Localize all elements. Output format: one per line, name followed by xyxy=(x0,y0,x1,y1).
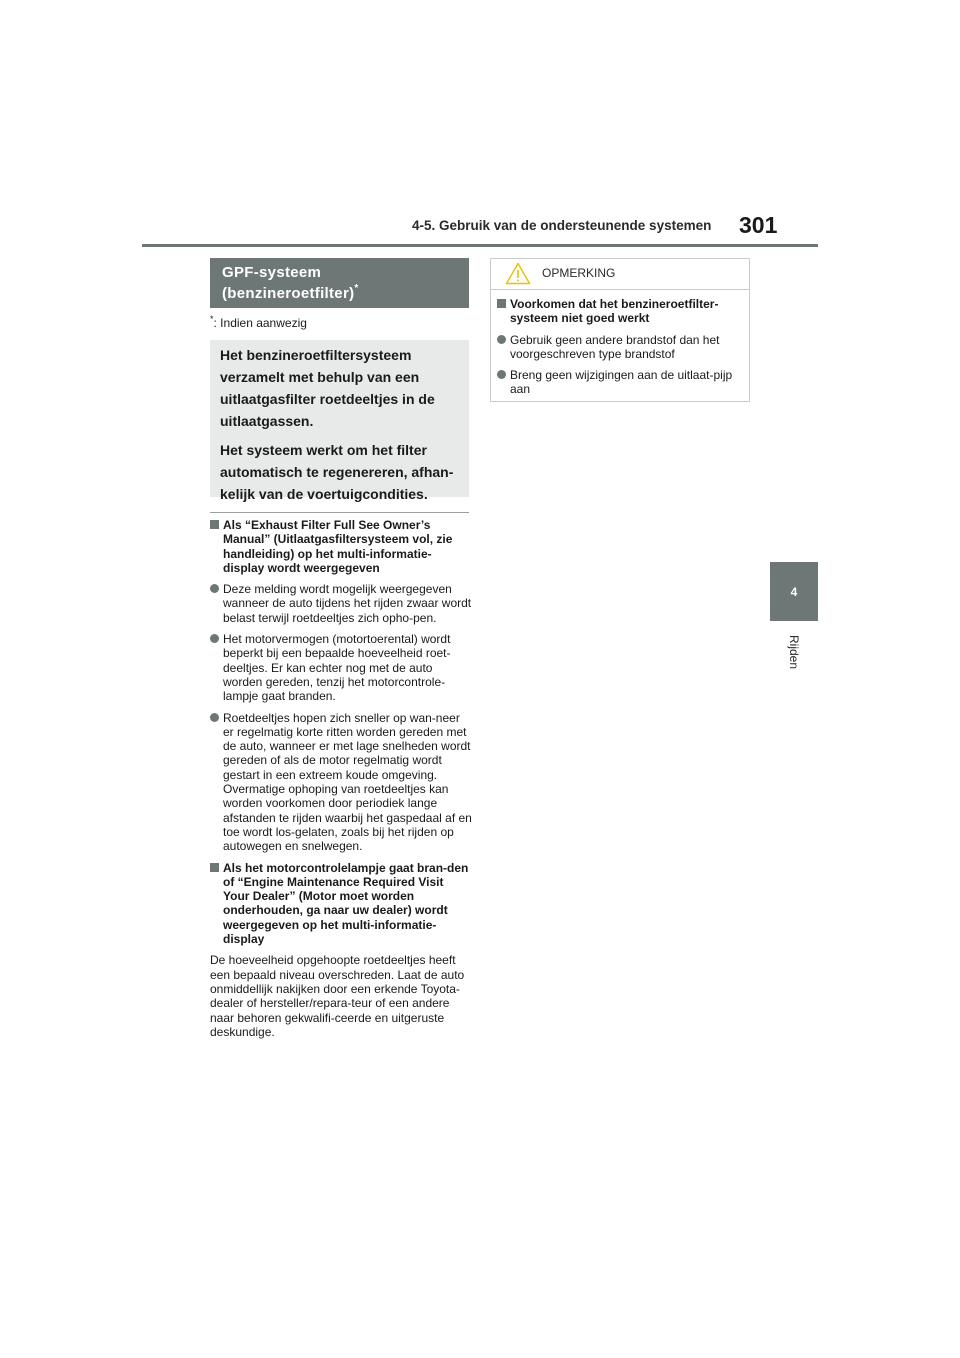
availability-footnote xyxy=(210,316,307,330)
chapter-tab xyxy=(770,562,818,621)
round-bullet-icon xyxy=(210,584,219,593)
left-column xyxy=(210,518,472,1039)
list-heading-text: Als “Exhaust Filter Full See Owner’s Manual” (Uitlaatgasfiltersysteem vol, zie handleiding) op het multi-informatie-display wordt weergegeven xyxy=(223,518,453,575)
warning-triangle-icon xyxy=(505,262,531,285)
list-heading xyxy=(210,518,472,575)
notice-item xyxy=(497,368,743,397)
header-rule xyxy=(142,244,818,247)
chapter-label-wrap xyxy=(771,632,817,672)
square-bullet-icon xyxy=(210,520,219,529)
list-item-text: Roetdeeltjes hopen zich sneller op wan-neer er regelmatig korte ritten worden gereden met de auto, wanneer er met lage snelheden wordt gereden of als de motor regelmatig wordt gestart in een extreem koude omgeving. Overmatige ophoping van roetdeeltjes kan worden voorkomen door periodiek lange afstanden te rijden waarbij het gaspedaal af en toe wordt los-gelaten, zoals bij het rijden op autowegen en snelwegen. xyxy=(223,710,472,854)
notice-item-text: Breng geen wijzigingen aan de uitlaat-pijp aan xyxy=(510,368,733,397)
notice-heading-text: Voorkomen dat het benzineroetfilter-systeem niet goed werkt xyxy=(510,297,719,326)
round-bullet-icon xyxy=(210,634,219,643)
section-title-line1: GPF-systeem xyxy=(222,264,322,281)
list-heading-text: Als het motorcontrolelampje gaat bran-den of “Engine Maintenance Required Visit Your Dealer” (Motor moet worden onderhouden, ga naar uw dealer) wordt weergegeven op het multi-informatie-display xyxy=(223,860,469,947)
section-title-marker: * xyxy=(354,283,359,294)
notice-body xyxy=(491,290,749,397)
body-paragraph: De hoeveelheid opgehoopte roetdeeltjes heeft een bepaald niveau overschreden. Laat de auto onmiddellijk nakijken door een erkende Toyota-dealer of hersteller/repara-teur of een andere naar behoren gekwalifi-ceerde en uitgeruste deskundige. xyxy=(210,953,465,1039)
notice-title: OPMERKING xyxy=(542,266,616,280)
notice-box xyxy=(490,258,750,402)
section-title xyxy=(210,258,469,308)
list-item xyxy=(210,582,472,625)
footnote-marker: * xyxy=(210,314,214,324)
section-title-line2: (benzineroetfilter)* xyxy=(222,283,359,302)
intro-box xyxy=(210,340,469,502)
round-bullet-icon xyxy=(210,713,219,722)
list-item xyxy=(210,711,472,854)
round-bullet-icon xyxy=(497,370,506,379)
list-item-text: Deze melding wordt mogelijk weergegeven wanneer de auto tijdens het rijden zwaar wordt belast terwijl roetdeeltjes zich opho-pen. xyxy=(223,582,472,625)
intro-paragraph: Het systeem werkt om het filter automatisch te regenereren, afhan-kelijk van de voertuigcondities. xyxy=(220,442,454,502)
list-item xyxy=(210,632,472,703)
notice-heading xyxy=(497,297,743,326)
list-heading xyxy=(210,861,472,947)
chapter-number: 4 xyxy=(790,584,798,599)
page-number: 301 xyxy=(739,212,778,238)
round-bullet-icon xyxy=(497,335,506,344)
footnote-text: : Indien aanwezig xyxy=(213,316,307,330)
square-bullet-icon xyxy=(497,299,506,308)
notice-item-text: Gebruik geen andere brandstof dan het voorgeschreven type brandstof xyxy=(510,332,720,361)
intro-paragraph: Het benzineroetfiltersysteem verzamelt met behulp van een uitlaatgasfilter roetdeeltjes in de uitlaatgassen. xyxy=(220,347,435,429)
list-item-text: Het motorvermogen (motortoerental) wordt beperkt bij een bepaalde hoeveelheid roet-deeltjes. Er kan echter nog met de auto worden gereden, tenzij het motorcontrole-lampje gaat branden. xyxy=(223,632,451,704)
running-header-title: 4-5. Gebruik van de ondersteunende systemen xyxy=(412,218,712,233)
notice-header xyxy=(491,259,749,290)
square-bullet-icon xyxy=(210,863,219,872)
notice-item xyxy=(497,333,743,362)
section-divider xyxy=(210,512,469,513)
chapter-label: Rijden xyxy=(787,634,801,670)
